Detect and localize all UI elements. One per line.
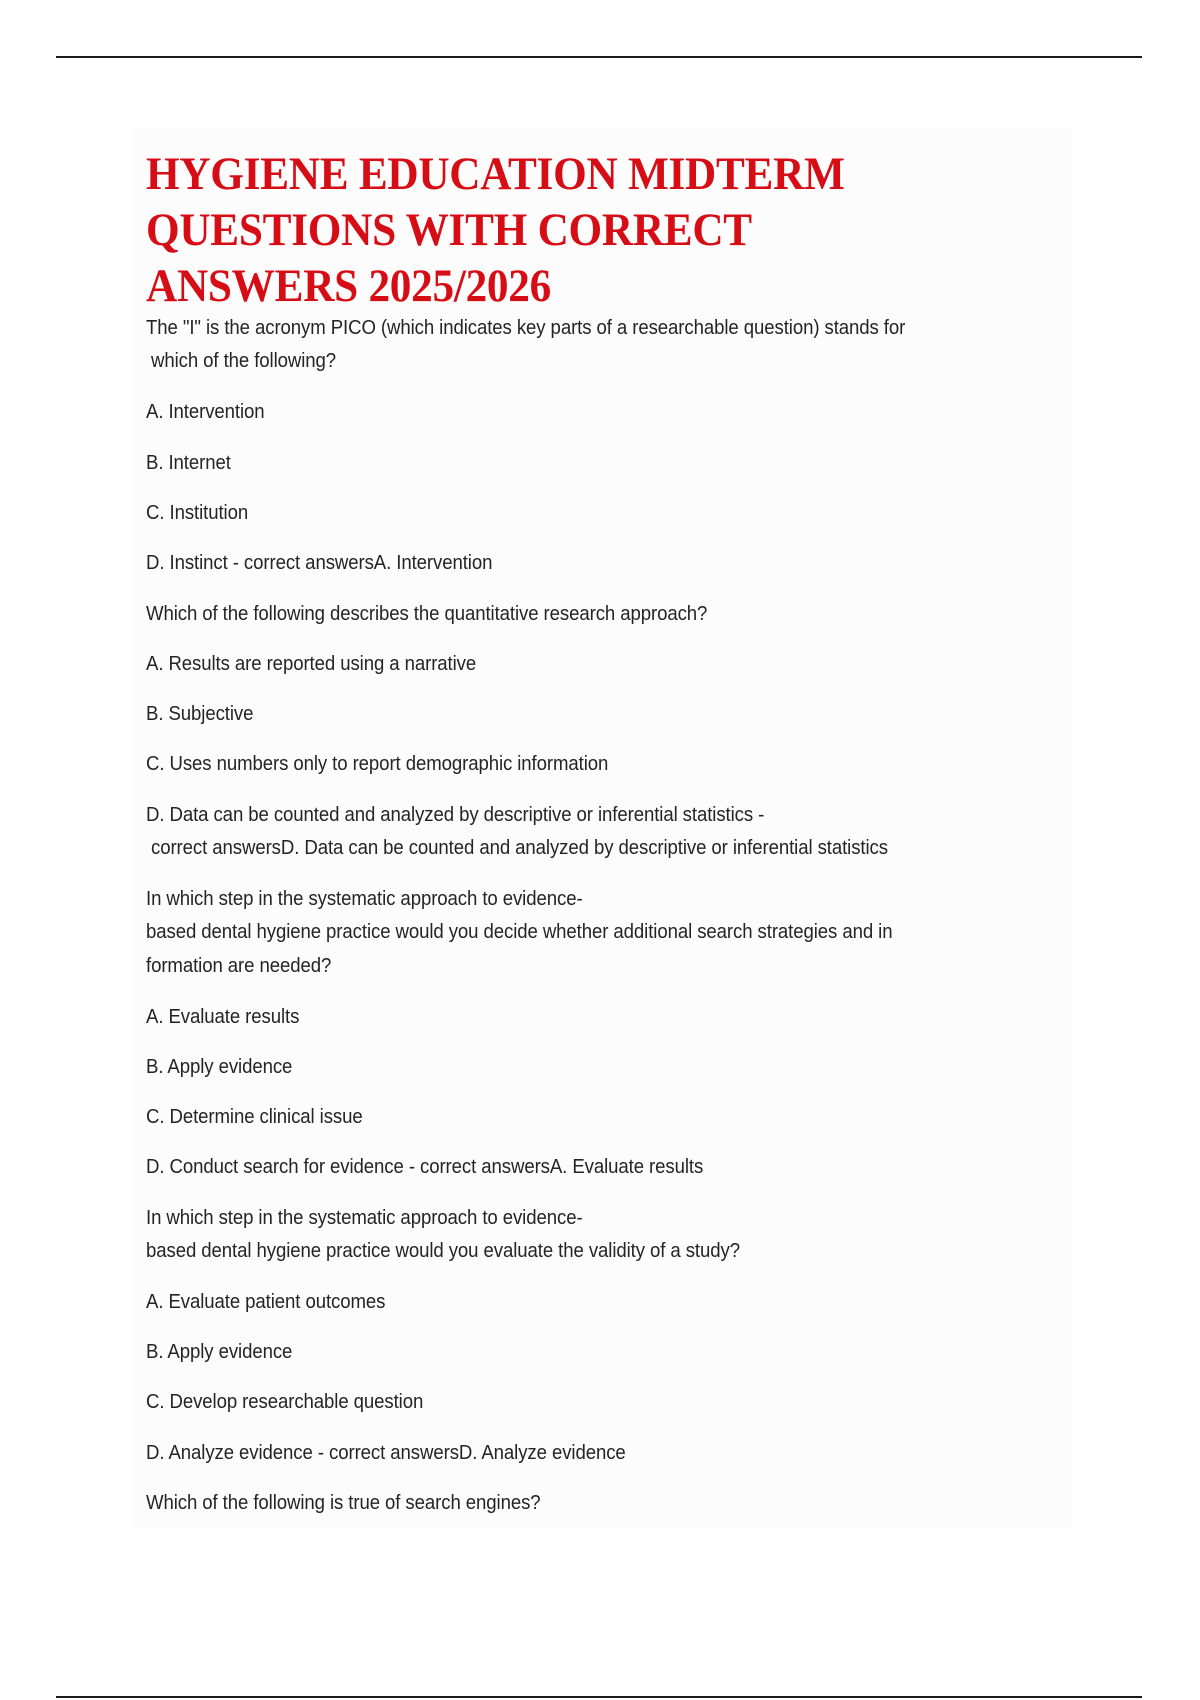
question-1-option-d-answer: D. Instinct - correct answersA. Intervention [146, 552, 493, 574]
question-5-prompt: Which of the following is true of search engines? [146, 1492, 541, 1514]
question-2-option-b: B. Subjective [146, 703, 254, 725]
question-2-prompt: Which of the following describes the quantitative research approach? [146, 603, 708, 625]
question-1-option-c: C. Institution [146, 502, 249, 524]
question-3-option-b: B. Apply evidence [146, 1056, 293, 1078]
question-3-option-c: C. Determine clinical issue [146, 1106, 363, 1128]
question-4-option-a: A. Evaluate patient outcomes [146, 1291, 386, 1313]
question-3-option-a: A. Evaluate results [146, 1006, 300, 1028]
document-title [146, 146, 845, 314]
question-4-option-d-answer: D. Analyze evidence - correct answersD. Analyze evidence [146, 1442, 626, 1464]
question-2-answer: correct answersD. Data can be counted and analyzed by descriptive or inferential statistics [151, 837, 888, 859]
question-3-prompt-line-3: formation are needed? [146, 955, 332, 977]
question-4-option-b: B. Apply evidence [146, 1341, 293, 1363]
question-4-option-c: C. Develop researchable question [146, 1391, 424, 1413]
question-3-prompt-line-2: based dental hygiene practice would you decide whether additional search strategies and in [146, 921, 893, 943]
question-4-prompt-line-1: In which step in the systematic approach to evidence- [146, 1207, 583, 1229]
title-line-1: HYGIENE EDUCATION MIDTERM [146, 148, 845, 200]
question-2-option-a: A. Results are reported using a narrative [146, 653, 477, 675]
question-1-option-b: B. Internet [146, 452, 231, 474]
question-3-prompt-line-1: In which step in the systematic approach to evidence- [146, 888, 583, 910]
question-2-option-c: C. Uses numbers only to report demographic information [146, 753, 609, 775]
question-1-prompt-line-1: The "I" is the acronym PICO (which indicates key parts of a researchable question) stands for [146, 317, 906, 339]
title-line-2: QUESTIONS WITH CORRECT [146, 204, 752, 256]
question-3-option-d-answer: D. Conduct search for evidence - correct answersA. Evaluate results [146, 1156, 704, 1178]
question-4-prompt-line-2: based dental hygiene practice would you evaluate the validity of a study? [146, 1240, 740, 1262]
question-2-option-d: D. Data can be counted and analyzed by descriptive or inferential statistics - [146, 804, 765, 826]
question-1-option-a: A. Intervention [146, 401, 265, 423]
page-top-rule [56, 56, 1142, 58]
title-line-3: ANSWERS 2025/2026 [146, 260, 551, 312]
question-1-prompt-line-2: which of the following? [151, 350, 337, 372]
page-bottom-rule [56, 1696, 1142, 1698]
